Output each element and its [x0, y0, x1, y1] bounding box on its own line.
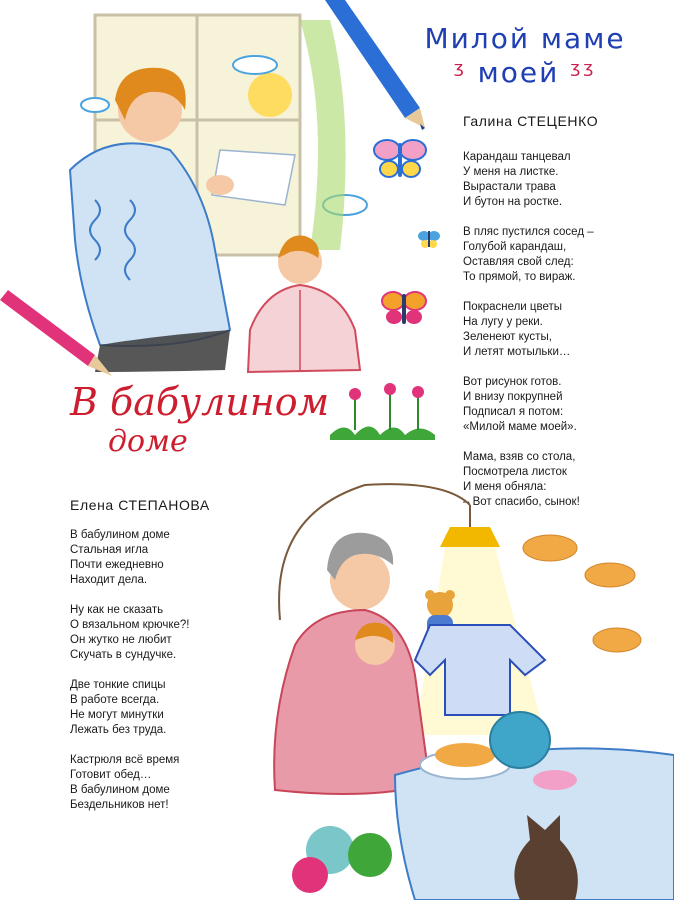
poem1-text: [463, 150, 663, 510]
poem2-stanza: Две тонкие спицы В работе всегда. Не могут минутки Лежать без труда.: [70, 679, 167, 736]
illustration-grandmother-knitting: [255, 475, 674, 900]
flowers-illustration: [330, 380, 440, 445]
butterfly-icon: [372, 135, 428, 190]
butterfly-icon: [380, 288, 428, 335]
poem2-title-line1: В бабулином: [70, 380, 330, 424]
poem2-title: [70, 380, 329, 460]
poem1-stanza: В пляс пустился сосед – Голубой карандаш, Оставляя свой след: То прямой, то вираж.: [463, 226, 594, 283]
squiggle-icon: ᶾᶾ: [559, 56, 597, 89]
poem1-title-line1: Милой маме: [424, 22, 626, 55]
squiggle-icon: ᶾ: [453, 56, 478, 89]
illustration-mother-and-son: [0, 0, 430, 380]
poem2-stanza: Кастрюля всё время Готовит обед… В бабулином доме Бездельников нет!: [70, 754, 180, 811]
poem1-stanza: Мама, взяв со стола, Посмотрела листок И меня обняла: – Вот спасибо, сынок!: [463, 451, 580, 508]
poem2-stanza: В бабулином доме Стальная игла Почти ежедневно Находит дела.: [70, 529, 170, 586]
poem2-author: Елена СТЕПАНОВА: [70, 497, 210, 513]
poem1-title: [405, 22, 645, 90]
poem1-title-line2: моей: [477, 56, 560, 89]
poem1-author: Галина СТЕЦЕНКО: [463, 113, 599, 129]
butterfly-icon: [417, 228, 441, 255]
poem2-title-line2: доме: [108, 424, 188, 459]
poem2-stanza: Ну как не сказать О вязальном крючке?! Он жутко не любит Скучать в сундучке.: [70, 604, 190, 661]
poem2-text: [70, 528, 260, 813]
poem1-stanza: Вот рисунок готов. И внизу покрупней Подписал я потом: «Милой маме моей».: [463, 376, 577, 433]
poem1-stanza: Карандаш танцевал У меня на листке. Вырастали трава И бутон на ростке.: [463, 151, 571, 208]
poem1-stanza: Покраснели цветы На лугу у реки. Зеленеют кусты, И летят мотыльки…: [463, 301, 571, 358]
